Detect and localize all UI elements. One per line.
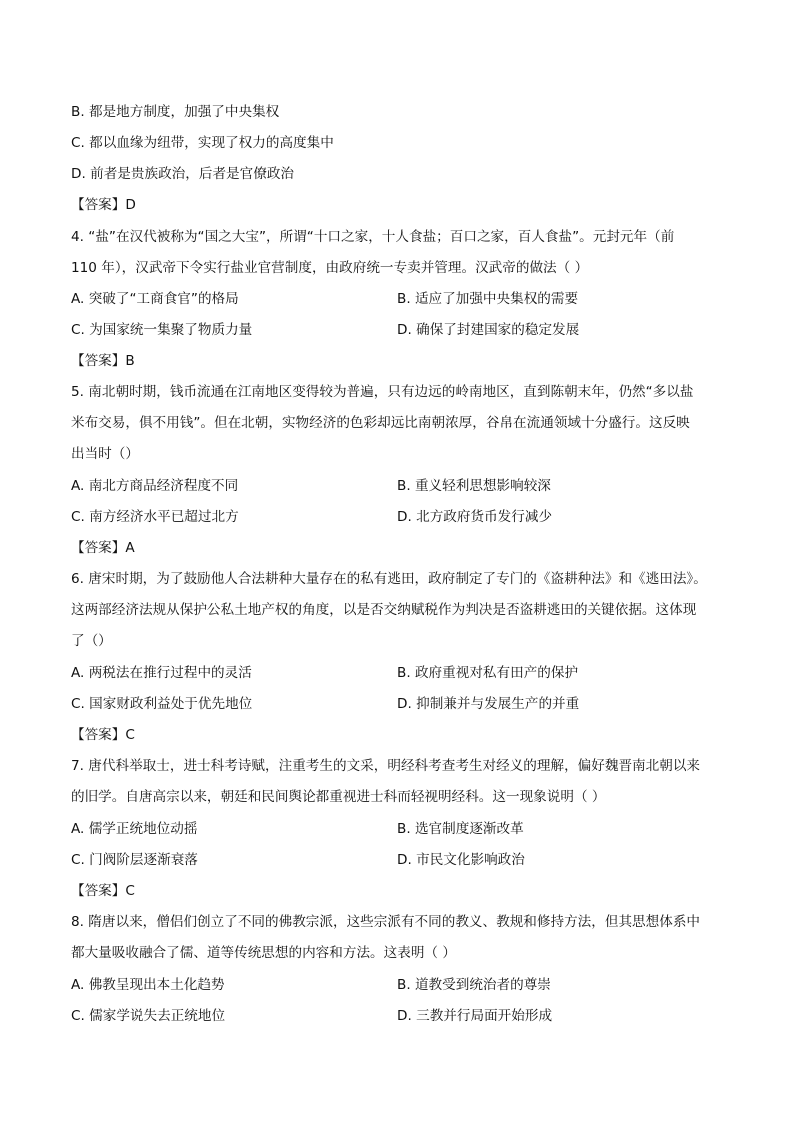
q6-option-a: A. 两税法在推行过程中的灵活	[71, 665, 252, 681]
q6-option-d: D. 抑制兼并与发展生产的并重	[397, 696, 580, 712]
q5-option-b: B. 重义轻利思想影响较深	[397, 478, 551, 494]
q7-answer: 【答案】C	[71, 883, 135, 899]
q5-answer: 【答案】A	[71, 540, 135, 556]
q4-option-d: D. 确保了封建国家的稳定发展	[397, 322, 580, 338]
q6-answer: 【答案】C	[71, 727, 135, 743]
q8-option-b: B. 道教受到统治者的尊崇	[397, 977, 551, 993]
q8-stem-line-2: 都大量吸收融合了儒、道等传统思想的内容和方法。这表明（ ）	[71, 945, 456, 961]
q3-option-c: C. 都以血缘为纽带，实现了权力的高度集中	[71, 135, 334, 151]
q8-option-d: D. 三教并行局面开始形成	[397, 1008, 553, 1024]
q5-stem-line-3: 出当时（）	[71, 446, 139, 462]
q4-stem-line-1: 4. “盐”在汉代被称为“国之大宝”，所谓“十口之家，十人食盐；百口之家，百人食盐”。元封元年（前	[71, 229, 675, 245]
q8-option-a: A. 佛教呈现出本土化趋势	[71, 977, 225, 993]
q5-stem-line-2: 米布交易，俱不用钱”。但在北朝，实物经济的色彩却远比南朝浓厚，谷帛在流通领域十分盛行。这反映	[71, 415, 690, 431]
q5-option-c: C. 南方经济水平已超过北方	[71, 509, 239, 525]
q7-option-a: A. 儒学正统地位动摇	[71, 821, 198, 837]
q7-option-c: C. 门阀阶层逐渐衰落	[71, 852, 198, 868]
q3-answer: 【答案】D	[71, 197, 136, 213]
q3-option-b: B. 都是地方制度，加强了中央集权	[71, 104, 280, 120]
q4-answer: 【答案】B	[71, 353, 135, 369]
q7-stem-line-2: 的旧学。自唐高宗以来，朝廷和民间舆论都重视进士科而轻视明经科。这一现象说明（ ）	[71, 789, 606, 805]
q6-stem-line-1: 6. 唐宋时期，为了鼓励他人合法耕种大量存在的私有逃田，政府制定了专门的《盗耕种法》和《逃田法》。	[71, 571, 707, 587]
q8-option-c: C. 儒家学说失去正统地位	[71, 1008, 226, 1024]
q6-option-c: C. 国家财政利益处于优先地位	[71, 696, 253, 712]
q4-option-a: A. 突破了“工商食官”的格局	[71, 291, 239, 307]
q4-stem-line-2: 110 年），汉武帝下令实行盐业官营制度，由政府统一专卖并管理。汉武帝的做法（ ）	[71, 260, 589, 276]
q7-option-b: B. 选官制度逐渐改革	[397, 821, 524, 837]
q4-option-b: B. 适应了加强中央集权的需要	[397, 291, 579, 307]
q6-stem-line-2: 这两部经济法规从保护公私土地产权的角度，以是否交纳赋税作为判决是否盗耕逃田的关键依据。这体现	[71, 602, 697, 618]
q3-option-d: D. 前者是贵族政治，后者是官僚政治	[71, 166, 295, 182]
q6-stem-line-3: 了（）	[71, 633, 112, 649]
q7-option-d: D. 市民文化影响政治	[397, 852, 525, 868]
q5-option-a: A. 南北方商品经济程度不同	[71, 478, 239, 494]
q7-stem-line-1: 7. 唐代科举取士，进士科考诗赋，注重考生的文采，明经科考查考生对经义的理解，偏好魏晋南北朝以来	[71, 758, 701, 774]
q6-option-b: B. 政府重视对私有田产的保护	[397, 665, 579, 681]
q4-option-c: C. 为国家统一集聚了物质力量	[71, 322, 253, 338]
q5-option-d: D. 北方政府货币发行减少	[397, 509, 553, 525]
q8-stem-line-1: 8. 隋唐以来，僧侣们创立了不同的佛教宗派，这些宗派有不同的教义、教规和修持方法，但其思想体系中	[71, 914, 701, 930]
q5-stem-line-1: 5. 南北朝时期，钱币流通在江南地区变得较为普遍，只有边远的岭南地区，直到陈朝末年，仍然“多以盐	[71, 384, 694, 400]
